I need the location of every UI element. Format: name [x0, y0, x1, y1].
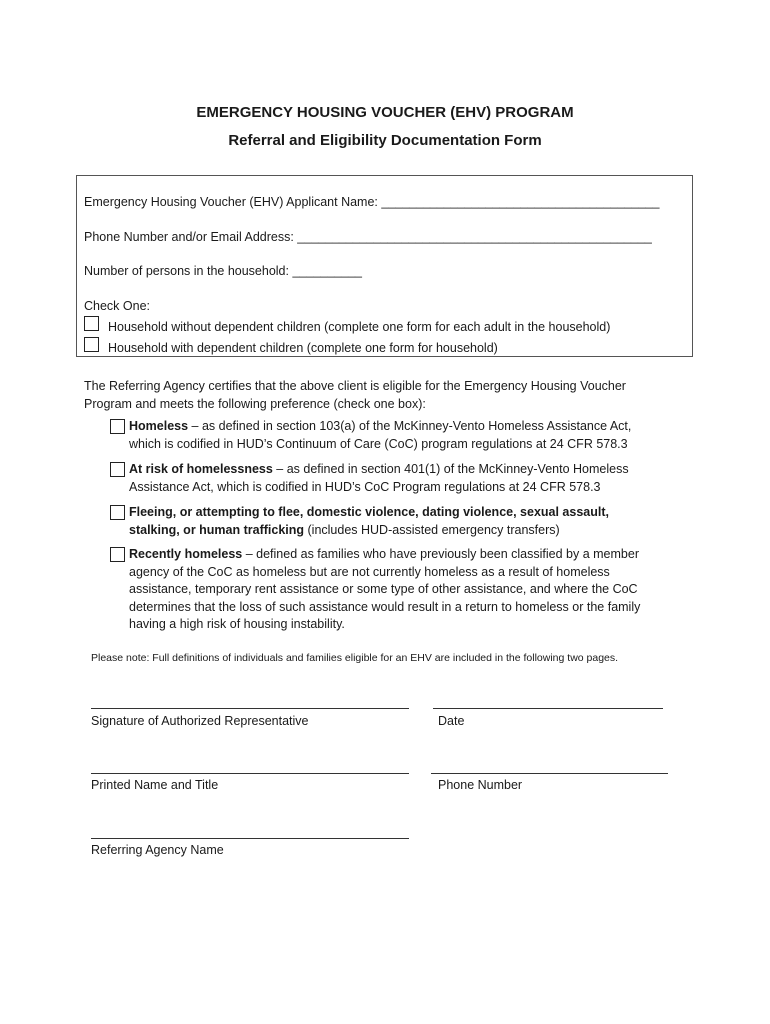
contact-field[interactable]: Phone Number and/or Email Address: ___________________________________________________: [84, 230, 652, 244]
preference-title: Recently homeless: [129, 547, 243, 561]
household-with-children-checkbox[interactable]: [84, 337, 99, 352]
eligibility-note: Please note: Full definitions of individuals and families eligible for an EHV are included in the following two pages.: [91, 652, 619, 664]
preference-text: – defined as families who have previously been classified by a member agency of the CoC as homeless but are not currently homeless as a result of homeless assistance, temporary rent assistance or some type of other assistance, and where the CoC determines that the loss of such assistance would result in a return to homeless or the family having a high risk of housing instability.: [129, 547, 641, 631]
preference-title: Fleeing, or attempting to flee, domestic violence, dating violence, sexual assault, stalking, or human trafficking: [129, 505, 609, 537]
recently-homeless-checkbox[interactable]: [110, 547, 125, 562]
household-with-children-label: Household with dependent children (complete one form for household): [108, 341, 498, 355]
certification-intro: The Referring Agency certifies that the above client is eligible for the Emergency Housing Voucher Program and meets the following preference (check one box):: [84, 379, 626, 411]
signature-line[interactable]: [91, 708, 409, 709]
phone-number-line[interactable]: [431, 773, 668, 774]
form-title: EMERGENCY HOUSING VOUCHER (EHV) PROGRAM: [196, 104, 574, 121]
household-without-children-label: Household without dependent children (complete one form for each adult in the household): [108, 320, 611, 334]
date-label: Date: [438, 714, 465, 728]
preference-title: Homeless: [129, 419, 189, 433]
phone-number-label: Phone Number: [438, 778, 523, 792]
preference-text: – as defined in section 401(1) of the McKinney-Vento Homeless Assistance Act, which is codified in HUD’s CoC Program regulations at 24 CFR 578.3: [129, 462, 629, 494]
preference-fleeing: [110, 504, 650, 539]
preference-at-risk: [110, 461, 650, 496]
signature-label: Signature of Authorized Representative: [91, 714, 309, 728]
applicant-name-field[interactable]: Emergency Housing Voucher (EHV) Applicant Name: ________________________________________: [84, 195, 660, 209]
printed-name-line[interactable]: [91, 773, 409, 774]
preference-text: (includes HUD-assisted emergency transfers): [304, 522, 560, 537]
homeless-checkbox[interactable]: [110, 419, 125, 434]
preference-recently-homeless: [110, 546, 650, 634]
preference-homeless: [110, 418, 650, 453]
date-line[interactable]: [433, 708, 663, 709]
household-size-field[interactable]: Number of persons in the household: __________: [84, 264, 362, 278]
printed-name-label: Printed Name and Title: [91, 778, 219, 792]
at-risk-checkbox[interactable]: [110, 462, 125, 477]
agency-name-label: Referring Agency Name: [91, 843, 224, 857]
household-without-children-checkbox[interactable]: [84, 316, 99, 331]
preference-title: At risk of homelessness: [129, 462, 273, 476]
form-subtitle: Referral and Eligibility Documentation Form: [228, 132, 542, 149]
check-one-label: Check One:: [84, 299, 151, 313]
agency-name-line[interactable]: [91, 838, 409, 839]
preference-text: – as defined in section 103(a) of the McKinney-Vento Homeless Assistance Act, which is codified in HUD’s Continuum of Care (CoC) program regulations at 24 CFR 578.3: [129, 419, 632, 451]
fleeing-checkbox[interactable]: [110, 505, 125, 520]
